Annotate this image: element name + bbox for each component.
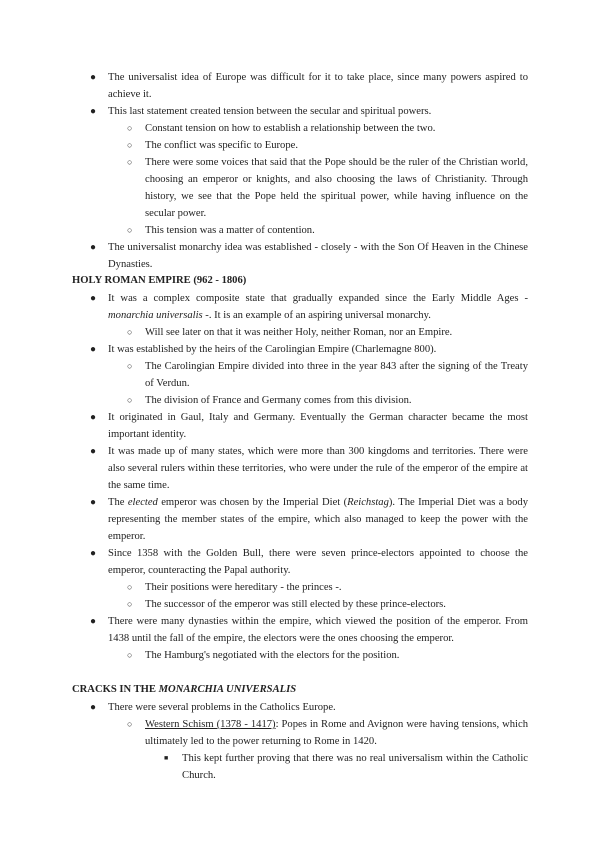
list-item-text: The universalist monarchy idea was established - closely - with the Son Of Heaven in the Chinese Dynasties. [108,242,528,270]
list-item-text: Will see later on that it was neither Holy, neither Roman, nor an Empire. [145,327,453,338]
bullet-icon: ● [90,293,97,304]
list-item-text: The conflict was specific to Europe. [145,140,298,151]
list-item [127,222,528,239]
hollow-bullet-icon: ○ [127,719,133,729]
section-heading-cracks [72,681,296,698]
list-item-text: There were some voices that said that the Pope should be the ruler of the Christian world, choosing an emperor or knights, and also choosing the laws of Christianity. Through history, we see that the Pope held the spiritual power, while having influence on the secular power. [145,157,528,219]
hollow-bullet-icon: ○ [127,361,133,371]
list-item-text [108,497,528,542]
list-item [90,613,528,647]
section-heading-hre: HOLY ROMAN EMPIRE (962 - 1806) [72,275,247,286]
italic-text: elected [127,497,158,508]
hollow-bullet-icon: ○ [127,225,133,235]
list-item [127,716,528,750]
list-item [90,239,528,273]
text-run: emperor was chosen by the Imperial Diet ( [157,497,348,508]
list-item [90,443,528,494]
hollow-bullet-icon: ○ [127,582,133,592]
bullet-icon: ● [90,344,97,355]
list-item [127,358,528,392]
list-item-text: The Hamburg's negotiated with the electors for the position. [145,650,400,661]
list-item [127,579,528,596]
list-item-text: It originated in Gaul, Italy and Germany. Eventually the German character became the most important identity. [108,412,528,440]
text-run: ). The Imperial Diet was a body representing the member states of the empire, which also managed to keep the power with the emperor. [108,497,528,542]
list-item-text: The Carolingian Empire divided into three in the year 843 after the signing of the Treaty of Verdun. [145,361,528,389]
italic-text: monarchia universalis [108,310,203,321]
hollow-bullet-icon: ○ [127,599,133,609]
list-item-text: There were several problems in the Catholics Europe. [108,702,336,713]
hollow-bullet-icon: ○ [127,157,133,167]
list-item-text [108,293,528,321]
list-item [164,750,528,784]
bullet-icon: ● [90,106,97,117]
list-item-text: Their positions were hereditary - the princes -. [145,582,342,593]
list-item [90,341,528,358]
text-run: : Popes in Rome and Avignon were having tensions, which ultimately led to the power returning to Rome in 1420. [145,719,528,747]
list-item [90,69,528,103]
list-item [127,324,528,341]
underlined-text: Western Schism (1378 - 1417) [145,719,276,730]
bullet-icon: ● [90,446,97,457]
square-bullet-icon: ■ [164,754,169,762]
bullet-icon: ● [90,616,97,627]
list-item [90,699,528,716]
text-run: -. It is an example of an aspiring universal monarchy. [202,310,431,321]
list-item [127,120,528,137]
hollow-bullet-icon: ○ [127,327,133,337]
list-item-text: Constant tension on how to establish a relationship between the two. [145,123,436,134]
list-item-text: The universalist idea of Europe was difficult for it to take place, since many powers aspired to achieve it. [108,72,528,100]
list-item-text: It was established by the heirs of the Carolingian Empire (Charlemagne 800). [108,344,437,355]
list-item-text: It was made up of many states, which were more than 300 kingdoms and territories. There were also several rulers within these territories, who were under the rule of the emperor of the empire at the same time. [108,446,528,491]
list-item-text [145,719,528,747]
list-item [127,647,528,664]
italic-text: Reichstag [347,497,389,508]
list-item-text: This kept further proving that there was no real universalism within the Catholic Church. [182,753,528,781]
italic-text: MONARCHIA UNIVERSALIS [158,684,297,695]
bullet-icon: ● [90,72,97,83]
hollow-bullet-icon: ○ [127,123,133,133]
hollow-bullet-icon: ○ [127,140,133,150]
text-run: The [108,497,128,508]
text-run: CRACKS IN THE [72,684,159,695]
list-item-text: There were many dynasties within the empire, which viewed the position of the emperor. From 1438 until the fall of the empire, the electors were the ones choosing the emperor. [108,616,528,644]
text-run: It was a complex composite state that gradually expanded since the Early Middle Ages - [108,293,528,304]
list-item [90,494,528,545]
list-item [127,154,528,222]
list-item [127,596,528,613]
bullet-icon: ● [90,242,97,253]
list-item [90,545,528,579]
list-item-text: The division of France and Germany comes from this division. [145,395,412,406]
bullet-icon: ● [90,702,97,713]
bullet-icon: ● [90,412,97,423]
bullet-icon: ● [90,497,97,508]
bullet-icon: ● [90,548,97,559]
list-item-text: Since 1358 with the Golden Bull, there were seven prince-electors appointed to choose the emperor, counteracting the Papal authority. [108,548,528,576]
list-item [127,137,528,154]
list-item-text: The successor of the emperor was still elected by these prince-electors. [145,599,446,610]
hollow-bullet-icon: ○ [127,395,133,405]
list-item-text: This last statement created tension between the secular and spiritual powers. [108,106,432,117]
list-item [90,290,528,324]
hollow-bullet-icon: ○ [127,650,133,660]
list-item [90,409,528,443]
list-item-text: This tension was a matter of contention. [145,225,315,236]
list-item [127,392,528,409]
list-item [90,103,528,120]
